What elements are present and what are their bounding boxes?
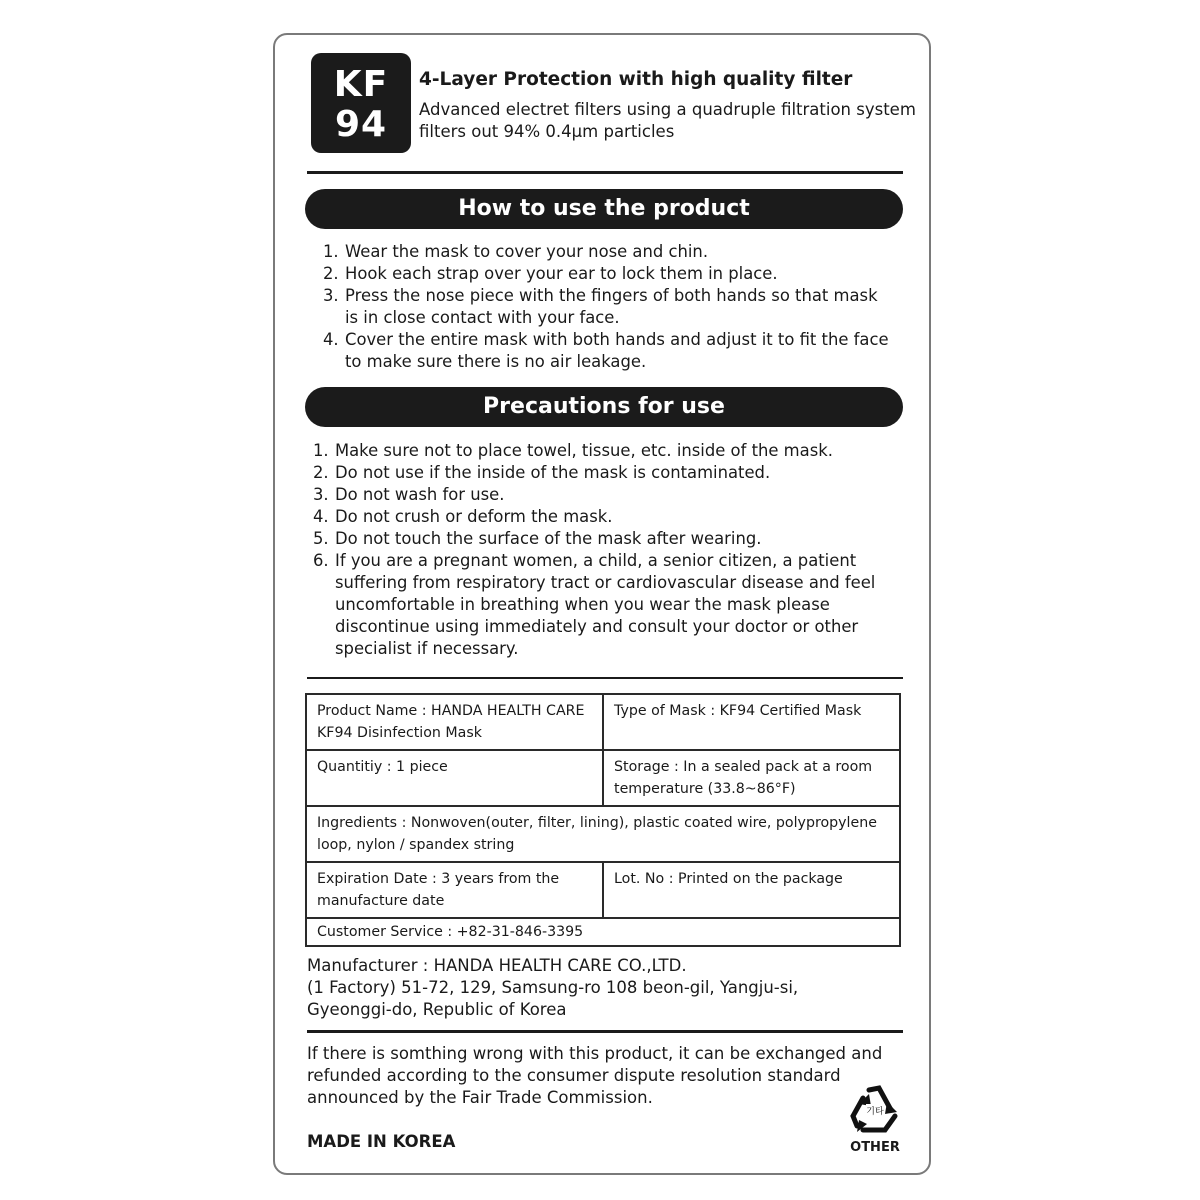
how-to-use-heading: How to use the product	[305, 189, 903, 229]
header-title: 4-Layer Protection with high quality filter	[419, 69, 853, 90]
divider	[307, 171, 903, 174]
mask-type-cell: Type of Mask : KF94 Certified Mask	[603, 694, 900, 750]
storage-cell: Storage : In a sealed pack at a room temperature (33.8~86°F)	[603, 750, 900, 806]
list-item: 2. Do not use if the inside of the mask is contaminated.	[313, 463, 771, 482]
recycle-label: OTHER	[850, 1140, 900, 1155]
list-item: 1. Wear the mask to cover your nose and chin.	[323, 242, 709, 261]
product-label-card	[273, 33, 931, 1175]
quantity-cell: Quantitiy : 1 piece	[306, 750, 603, 806]
product-info-table	[305, 693, 901, 947]
precautions-heading: Precautions for use	[305, 387, 903, 427]
precautions-list	[313, 440, 893, 660]
list-item: 2. Hook each strap over your ear to lock them in place.	[323, 264, 778, 283]
list-item: 1. Make sure not to place towel, tissue, etc. inside of the mask.	[313, 441, 833, 460]
ingredients-cell: Ingredients : Nonwoven(outer, filter, lining), plastic coated wire, polypropylene loop, nylon / spandex string	[306, 806, 900, 862]
expiration-cell: Expiration Date : 3 years from the manufacture date	[306, 862, 603, 918]
svg-text:기타: 기타	[866, 1107, 884, 1117]
divider	[307, 677, 903, 679]
manufacturer-address-2: Gyeonggi-do, Republic of Korea	[307, 1000, 567, 1019]
divider	[307, 1030, 903, 1033]
list-item: 4. Do not crush or deform the mask.	[313, 507, 613, 526]
list-item: 6. If you are a pregnant women, a child, a senior citizen, a patient suffering from respiratory tract or cardiovascular disease and feel uncomfortable in breathing when you wear the mask please discontinue using immediately and consult your doctor or other specialist if necessary.	[313, 551, 876, 658]
consumer-notice: If there is somthing wrong with this product, it can be exchanged and refunded according to the consumer dispute resolution standard announced by the Fair Trade Commission.	[307, 1044, 883, 1107]
how-to-use-list	[323, 241, 893, 373]
list-item: 3. Press the nose piece with the fingers of both hands so that mask is in close contact with your face.	[323, 286, 878, 327]
recycle-mark	[843, 1082, 907, 1158]
badge-line-1: KF	[333, 64, 389, 105]
list-item: 3. Do not wash for use.	[313, 485, 505, 504]
list-item: 4. Cover the entire mask with both hands and adjust it to fit the face to make sure there is no air leakage.	[323, 330, 889, 371]
kf94-badge	[311, 53, 411, 153]
recycle-icon	[845, 1082, 905, 1138]
made-in-label: MADE IN KOREA	[307, 1132, 456, 1151]
product-name-cell: Product Name : HANDA HEALTH CARE KF94 Disinfection Mask	[306, 694, 603, 750]
list-item: 5. Do not touch the surface of the mask after wearing.	[313, 529, 762, 548]
customer-service-cell: Customer Service : +82-31-846-3395	[306, 918, 900, 946]
manufacturer-address-1: (1 Factory) 51-72, 129, Samsung-ro 108 beon-gil, Yangju-si,	[307, 978, 799, 997]
badge-line-2: 94	[334, 104, 388, 145]
manufacturer-info	[307, 955, 907, 1021]
header-subtitle: Advanced electret filters using a quadruple filtration system filters out 94% 0.4µm particles	[419, 100, 916, 141]
manufacturer-name: Manufacturer : HANDA HEALTH CARE CO.,LTD.	[307, 956, 687, 975]
lot-number-cell: Lot. No : Printed on the package	[603, 862, 900, 918]
